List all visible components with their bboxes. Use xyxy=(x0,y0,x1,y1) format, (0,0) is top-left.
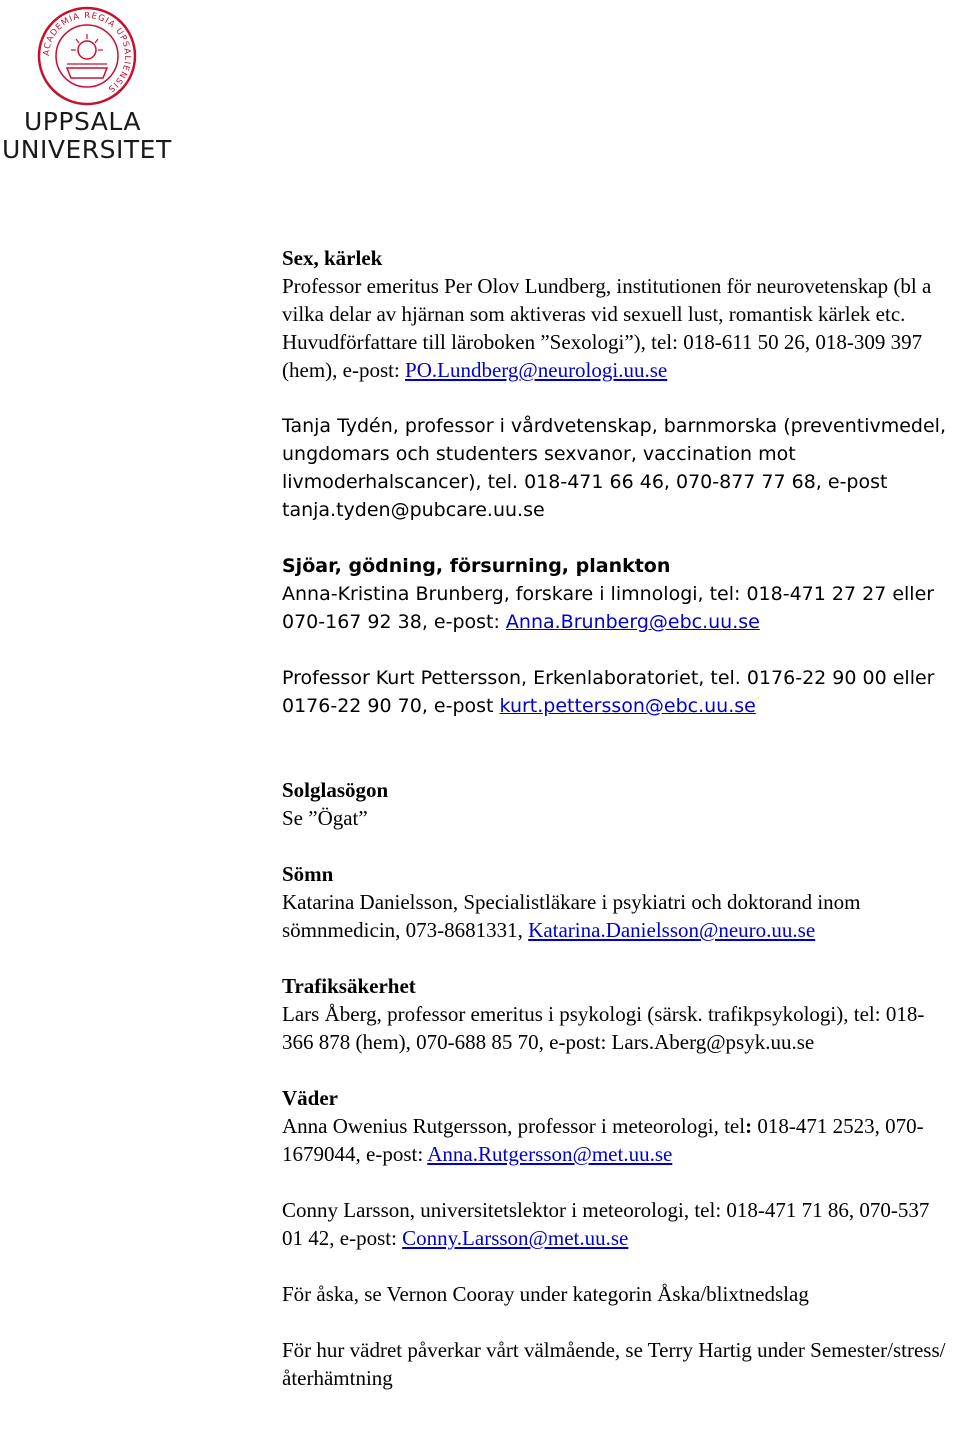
seal-text: ACADEMIA REGIA UPSALIENSIS xyxy=(41,10,133,95)
text-danielsson: Katarina Danielsson, Specialistläkare i psykiatri och doktorand inom sömnmedicin, 073-8681331, xyxy=(282,890,861,942)
heading-traffic: Trafiksäkerhet xyxy=(282,974,416,998)
heading-lakes: Sjöar, gödning, försurning, plankton xyxy=(282,555,671,577)
paragraph-rutgersson xyxy=(282,1112,952,1168)
paragraph-wellbeing: För hur vädret påverkar vårt välmående, se Terry Hartig under Semester/stress/återhämtning xyxy=(282,1338,946,1390)
university-name xyxy=(2,108,177,164)
text-brunberg: Anna-Kristina Brunberg, forskare i limnologi, tel: 018-471 27 27 eller 070-167 92 38, e-post: xyxy=(282,583,935,633)
heading-sleep: Sömn xyxy=(282,862,334,886)
paragraph-tyden: Tanja Tydén, professor i vårdvetenskap, barnmorska (preventivmedel, ungdomars och studenters sexvanor, vaccination mot livmoderhalscancer), tel. 018-471 66 46, 070-877 77 68, e-post tanja.tyden@pubcare.uu.se xyxy=(282,415,946,521)
document-body xyxy=(282,244,952,1392)
heading-sunglasses: Solglasögon xyxy=(282,778,389,802)
paragraph-danielsson xyxy=(282,888,952,944)
paragraph-thunder: För åska, se Vernon Cooray under kategorin Åska/blixtnedslag xyxy=(282,1282,809,1306)
text-larsson: Conny Larsson, universitetslektor i meteorologi, tel: 018-471 71 86, 070-537 01 42, e-post: xyxy=(282,1198,930,1250)
paragraph-aberg: Lars Åberg, professor emeritus i psykologi (särsk. trafikpsykologi), tel: 018-366 878 (hem), 070-688 85 70, e-post: Lars.Aberg@psyk.uu.se xyxy=(282,1002,925,1054)
text-pettersson: Professor Kurt Pettersson, Erkenlaboratoriet, tel. 0176-22 90 00 eller 0176-22 90 70, e-post xyxy=(282,667,935,717)
university-seal-icon xyxy=(37,6,137,106)
paragraph-lundberg xyxy=(282,272,952,384)
email-danielsson-link[interactable]: Katarina.Danielsson@neuro.uu.se xyxy=(528,918,816,942)
email-larsson-link[interactable]: Conny.Larsson@met.uu.se xyxy=(402,1226,629,1250)
email-brunberg-link[interactable]: Anna.Brunberg@ebc.uu.se xyxy=(505,611,760,633)
svg-text:ACADEMIA REGIA UPSALIENSIS xyxy=(42,11,132,94)
paragraph-pettersson xyxy=(282,664,952,720)
text-rutgersson-b: 018-471 2523, 070-1679044, e-post: xyxy=(282,1114,924,1166)
text-rutgersson-a: Anna Owenius Rutgersson, professor i meteorologi, tel xyxy=(282,1114,746,1138)
university-name-line2: UNIVERSITET xyxy=(2,135,172,164)
heading-sex: Sex, kärlek xyxy=(282,246,383,270)
heading-weather: Väder xyxy=(282,1086,338,1110)
paragraph-larsson xyxy=(282,1196,952,1252)
paragraph-brunberg xyxy=(282,580,952,636)
university-name-line1: UPPSALA xyxy=(24,107,141,136)
email-rutgersson-link[interactable]: Anna.Rutgersson@met.uu.se xyxy=(427,1142,673,1166)
text-rutgersson-colon: : xyxy=(745,1114,753,1138)
email-pettersson-link[interactable]: kurt.pettersson@ebc.uu.se xyxy=(499,695,756,717)
paragraph-sunglasses: Se ”Ögat” xyxy=(282,806,368,830)
text-lundberg: Professor emeritus Per Olov Lundberg, institutionen för neurovetenskap (bl a vilka delar av hjärnan som aktiveras vid sexuell lust, romantisk kärlek etc. Huvudförfattare till läroboken ”Sexologi”), tel: 018-611 50 26, 018-309 397 (hem), e-post: xyxy=(282,274,932,382)
uppsala-logo xyxy=(0,0,175,170)
email-lundberg-link[interactable]: PO.Lundberg@neurologi.uu.se xyxy=(405,358,668,382)
